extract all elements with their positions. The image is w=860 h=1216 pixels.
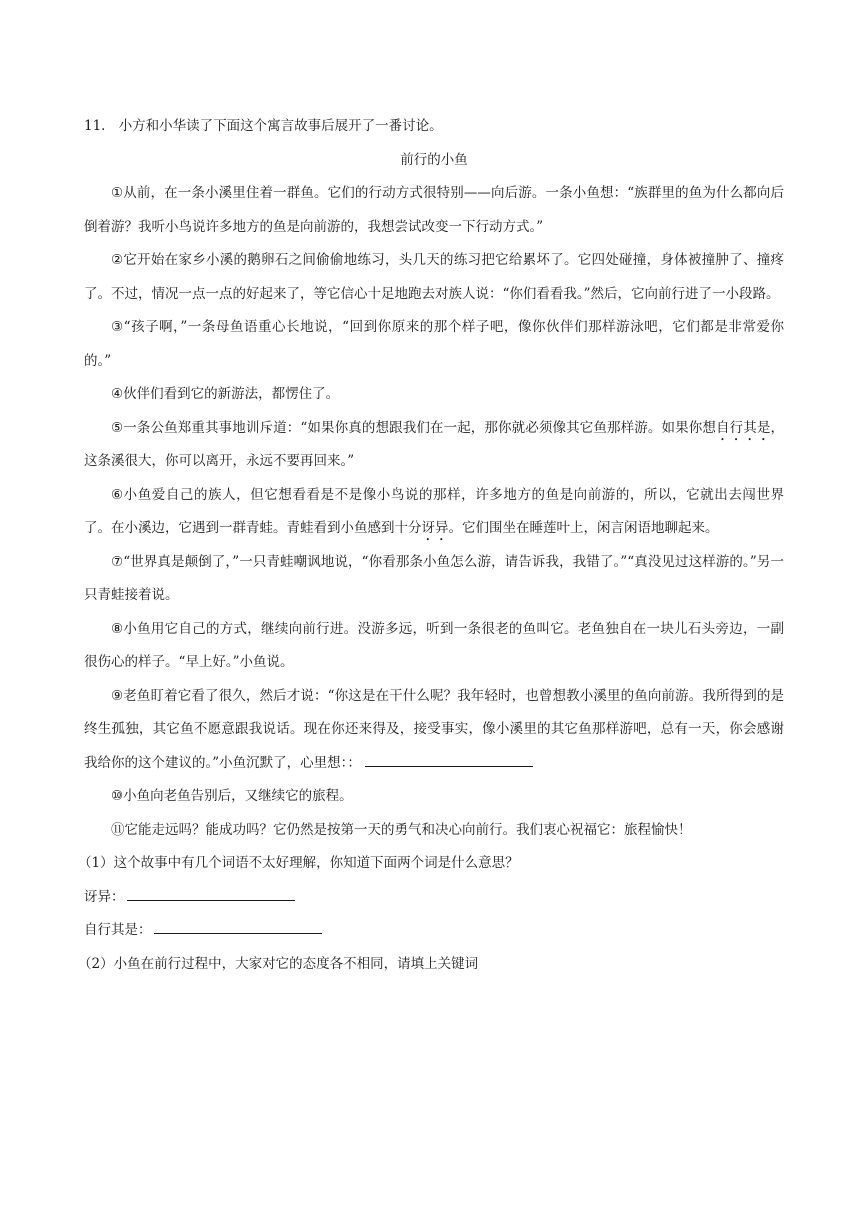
- paragraph-text: 一条公鱼郑重其事地训斥道：“如果你真的想跟我们在一起，那你就必须像其它鱼那样游。如果你想: [123, 419, 717, 436]
- story-paragraph-11: [84, 814, 784, 848]
- answer-line-term-1: [84, 881, 784, 915]
- paragraph-marker: ⑥: [111, 486, 124, 503]
- story-paragraph-5: [84, 412, 784, 479]
- paragraph-text: 伙伴们看到它的新游法，都愣住了。: [123, 386, 340, 402]
- paragraph-text: 它能走远吗？能成功吗？它仍然是按第一天的勇气和决心向前行。我们衷心祝福它：旅程愉快！: [124, 821, 692, 838]
- paragraph-text: 小鱼爱自己的族人，但它想看看是不是像小鸟说的那样，许多地方的鱼是向前游的，所以，它就出去闯世界了。在小溪边，它遇到一群青蛙。青蛙看到小鱼感到十分: [84, 486, 784, 536]
- story-paragraph-7: [84, 546, 784, 613]
- emphasized-term: 讶异: [421, 520, 449, 536]
- paragraph-text: 从前，在一条小溪里住着一群鱼。它们的行动方式很特别——向后游。一条小鱼想：“族群里的鱼为什么都向后倒着游？我听小鸟说许多地方的鱼是向前游的，我想尝试改变一下行动方式。”: [84, 185, 784, 235]
- answer-blank[interactable]: [127, 886, 295, 901]
- paragraph-text: 它开始在家乡小溪的鹅卵石之间偷偷地练习，头几天的练习把它给累坏了。它四处碰撞，身体被撞肿了、撞疼了。不过，情况一点一点的好起来了，等它信心十足地跑去对族人说：“你们看看我。”然后，它向前行进了一小段路。: [84, 252, 784, 302]
- story-paragraph-4: [84, 378, 784, 412]
- paragraph-marker: ⑧: [111, 620, 124, 637]
- paragraph-marker: ②: [111, 252, 124, 268]
- story-paragraph-9: [84, 680, 784, 781]
- paragraph-marker: ⑤: [111, 419, 124, 436]
- story-paragraph-6: [84, 479, 784, 546]
- paragraph-text: 小鱼用它自己的方式，继续向前行进。没游多远，听到一条很老的鱼叫它。老鱼独自在一块儿石头旁边，一副很伤心的样子。“早上好。”小鱼说。: [84, 620, 784, 670]
- paragraph-text-cont: 。它们围坐在睡莲叶上，闲言闲语地聊起来。: [448, 520, 719, 536]
- sub-question-1: （1）这个故事中有几个词语不太好理解，你知道下面两个词是什么意思？: [78, 855, 519, 871]
- paragraph-marker: ④: [111, 386, 124, 402]
- paragraph-text: 小鱼向老鱼告别后，又继续它的旅程。: [123, 788, 353, 804]
- story-paragraph-10: [84, 780, 784, 814]
- emphasized-term: 自行其是: [716, 419, 771, 436]
- question-text: 小方和小华读了下面这个寓言故事后展开了一番讨论。: [118, 118, 443, 134]
- term-label: 讶异：: [84, 888, 125, 905]
- paragraph-marker: ⑨: [111, 687, 124, 704]
- paragraph-marker: ⑦: [111, 553, 124, 570]
- question-number: 11．: [84, 118, 115, 134]
- sub-question-2: （2）小鱼在前行过程中，大家对它的态度各不相同，请填上关键词: [78, 955, 479, 972]
- story-paragraph-1: [84, 177, 784, 244]
- answer-blank[interactable]: [365, 752, 533, 767]
- paragraph-marker: ⑪: [111, 821, 125, 838]
- term-label: 自行其是：: [84, 922, 152, 938]
- paragraph-marker: ③: [111, 319, 124, 335]
- question-prompt: [84, 110, 784, 144]
- story-paragraph-3: [84, 311, 784, 378]
- paragraph-marker: ①: [111, 185, 124, 201]
- question-11: [78, 110, 785, 981]
- paragraph-marker: ⑩: [111, 788, 124, 804]
- paragraph-text-cont: ，这条溪很大，你可以离开，永远不要再回来。”: [84, 419, 785, 469]
- answer-line-term-2: [84, 914, 784, 948]
- story-paragraph-8: [84, 613, 784, 680]
- story-paragraph-2: [84, 244, 784, 311]
- paragraph-text: “世界真是颠倒了，”一只青蛙嘲讽地说，“你看那条小鱼怎么游，请告诉我，我错了。”“真没见过这样游的。”另一只青蛙接着说。: [84, 553, 784, 603]
- paragraph-text: 老鱼盯着它看了很久，然后才说：“你这是在干什么呢？我年轻时，也曾想教小溪里的鱼向前游。我所得到的是终生孤独，其它鱼不愿意跟我说话。现在你还来得及，接受事实，像小溪里的其它鱼那样游吧，总有一天，你会感谢我给你的这个建议的。”小鱼沉默了，心里想：：: [84, 687, 784, 771]
- story-title: 前行的小鱼: [400, 151, 468, 168]
- answer-blank[interactable]: [154, 919, 322, 934]
- paragraph-text: “孩子啊，”一条母鱼语重心长地说，“回到你原来的那个样子吧，像你伙伴们那样游泳吧，它们都是非常爱你的。”: [84, 319, 784, 369]
